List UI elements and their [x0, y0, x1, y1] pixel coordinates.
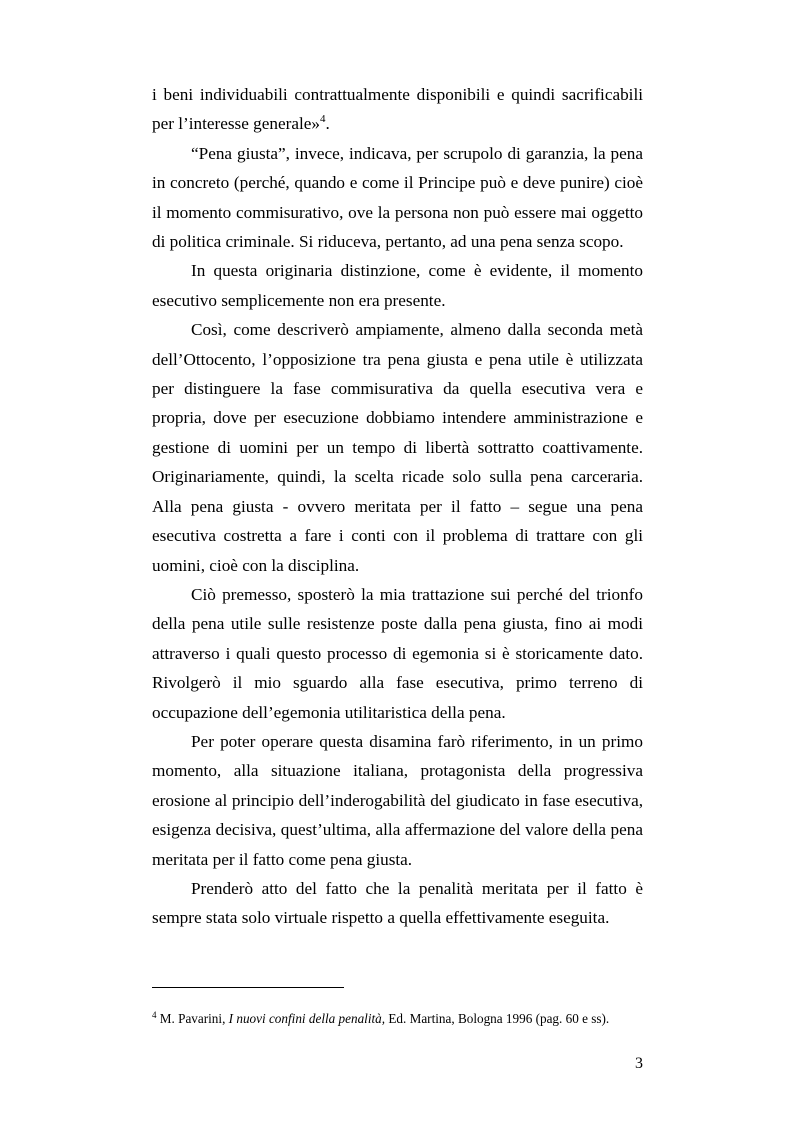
paragraph-text: i beni individuabili contrattualmente disponibili e quindi sacrificabili per l’interesse generale»	[152, 85, 643, 134]
page-number: 3	[635, 1055, 643, 1072]
footnote-number: 4	[152, 1010, 157, 1020]
paragraph: Ciò premesso, sposterò la mia trattazione sui perché del trionfo della pena utile sulle resistenze poste dalla pena giusta, fino ai modi attraverso i quali questo processo di egemonia si è storicamente dato. Rivolgerò il mio sguardo alla fase esecutiva, primo terreno di occupazione dell’egemonia utilitaristica della pena.	[152, 584, 643, 722]
paragraph: Così, come descriverò ampiamente, almeno dalla seconda metà dell’Ottocento, l’opposizione tra pena giusta e pena utile è utilizzata per distinguere la fase commisurativa da quella esecutiva vera e propria, dove per esecuzione dobbiamo intendere amministrazione e gestione di uomini per un tempo di libertà sottratto coattivamente. Originariamente, quindi, la scelta ricade solo sulla pena carceraria. Alla pena giusta - ovvero meritata per il fatto – segue una pena esecutiva costretta a fare i conti con il problema di trattare con gli uomini, cioè con la disciplina.	[152, 320, 643, 575]
paragraph: “Pena giusta”, invece, indicava, per scrupolo di garanzia, la pena in concreto (perché, quando e come il Principe può e deve punire) cioè il momento commisurativo, ove la persona non può essere mai oggetto di politica criminale. Si riduceva, pertanto, ad una pena senza scopo.	[152, 143, 643, 252]
footnote-author: M. Pavarini,	[159, 1011, 226, 1026]
footnote-reference: 4	[319, 113, 326, 126]
footnote-title: I nuovi confini della penalità,	[228, 1011, 386, 1026]
paragraph: Prenderò atto del fatto che la penalità meritata per il fatto è sempre stata solo virtuale rispetto a quella effettivamente eseguita.	[152, 878, 643, 928]
footnote	[152, 1010, 643, 1029]
paragraph-punctuation: .	[325, 114, 330, 134]
body-text	[152, 80, 643, 933]
paragraph: Per poter operare questa disamina farò riferimento, in un primo momento, alla situazione italiana, protagonista della progressiva erosione al principio dell’inderogabilità del giudicato in fase esecutiva, esigenza decisiva, quest’ultima, alla affermazione del valore della pena meritata per il fatto come pena giusta.	[152, 731, 643, 869]
footnote-details: Ed. Martina, Bologna 1996 (pag. 60 e ss).	[388, 1011, 610, 1026]
paragraph-continuation	[152, 80, 643, 139]
footnote-separator	[152, 987, 344, 988]
paragraph: In questa originaria distinzione, come è evidente, il momento esecutivo semplicemente non era presente.	[152, 261, 643, 310]
